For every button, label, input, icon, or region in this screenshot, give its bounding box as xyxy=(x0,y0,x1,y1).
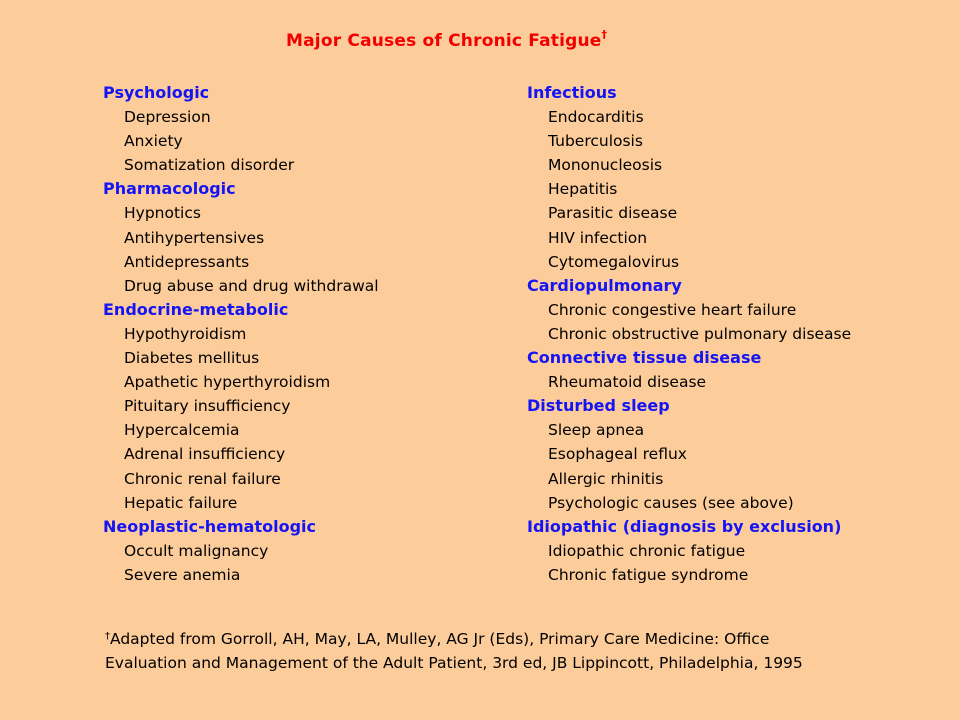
cause-item: Somatization disorder xyxy=(124,156,295,175)
cause-item: Chronic obstructive pulmonary disease xyxy=(548,324,852,343)
cause-item: Apathetic hyperthyroidism xyxy=(124,373,331,392)
cause-item: Diabetes mellitus xyxy=(124,349,260,368)
category-heading-disturbed-sleep: Disturbed sleep xyxy=(527,396,670,416)
category-heading-pharmacologic: Pharmacologic xyxy=(103,179,236,199)
cause-item: Hypothyroidism xyxy=(124,324,247,343)
category-heading-cardiopulmonary: Cardiopulmonary xyxy=(527,275,682,295)
cause-item: Hypnotics xyxy=(124,204,201,223)
cause-item: Anxiety xyxy=(124,132,183,151)
cause-item: Occult malignancy xyxy=(124,541,269,560)
cause-item: Allergic rhinitis xyxy=(548,469,664,488)
footnote-line-2: Evaluation and Management of the Adult Patient, 3rd ed, JB Lippincott, Philadelphia, 1995 xyxy=(105,654,803,672)
title-text: Major Causes of Chronic Fatigue xyxy=(286,31,602,51)
cause-item: Idiopathic chronic fatigue xyxy=(548,541,746,560)
footnote xyxy=(105,627,803,675)
cause-item: Parasitic disease xyxy=(548,204,678,223)
cause-item: Tuberculosis xyxy=(548,132,643,151)
category-heading-neoplastic-hematologic: Neoplastic-hematologic xyxy=(103,516,316,536)
slide-title xyxy=(286,28,608,51)
category-heading-infectious: Infectious xyxy=(527,83,617,102)
left-column xyxy=(103,81,379,587)
cause-item: Chronic renal failure xyxy=(124,469,281,488)
title-footnote-mark: † xyxy=(601,28,608,41)
cause-item: Sleep apnea xyxy=(548,421,645,440)
category-heading-idiopathic-diagnosis-by-exclusion: Idiopathic (diagnosis by exclusion) xyxy=(527,516,842,536)
cause-item: Depression xyxy=(124,108,211,127)
cause-item: Cytomegalovirus xyxy=(548,252,680,271)
footnote-mark: † xyxy=(105,631,110,642)
cause-item: Esophageal reflux xyxy=(548,445,687,464)
cause-item: Rheumatoid disease xyxy=(548,373,707,392)
footnote-line-1 xyxy=(105,627,803,651)
cause-item: Antidepressants xyxy=(124,252,250,271)
cause-item: Hepatic failure xyxy=(124,493,238,512)
category-heading-endocrine-metabolic: Endocrine-metabolic xyxy=(103,299,289,319)
cause-item: HIV infection xyxy=(548,228,648,247)
cause-item: Hepatitis xyxy=(548,180,618,199)
cause-item: Severe anemia xyxy=(124,565,241,584)
cause-item: Mononucleosis xyxy=(548,156,663,175)
right-column xyxy=(527,81,851,587)
category-heading-connective-tissue-disease: Connective tissue disease xyxy=(527,348,762,368)
cause-item: Psychologic causes (see above) xyxy=(548,493,794,512)
category-heading-psychologic: Psychologic xyxy=(103,83,210,102)
cause-item: Pituitary insufficiency xyxy=(124,397,291,416)
cause-item: Endocarditis xyxy=(548,108,644,127)
cause-item: Drug abuse and drug withdrawal xyxy=(124,276,379,295)
cause-item: Antihypertensives xyxy=(124,228,265,247)
cause-item: Chronic congestive heart failure xyxy=(548,300,797,319)
cause-item: Chronic fatigue syndrome xyxy=(548,565,749,584)
cause-item: Hypercalcemia xyxy=(124,421,240,440)
cause-item: Adrenal insufficiency xyxy=(124,445,286,464)
footnote-line-1-text: Adapted from Gorroll, AH, May, LA, Mulley, AG Jr (Eds), Primary Care Medicine: Office xyxy=(110,630,770,648)
